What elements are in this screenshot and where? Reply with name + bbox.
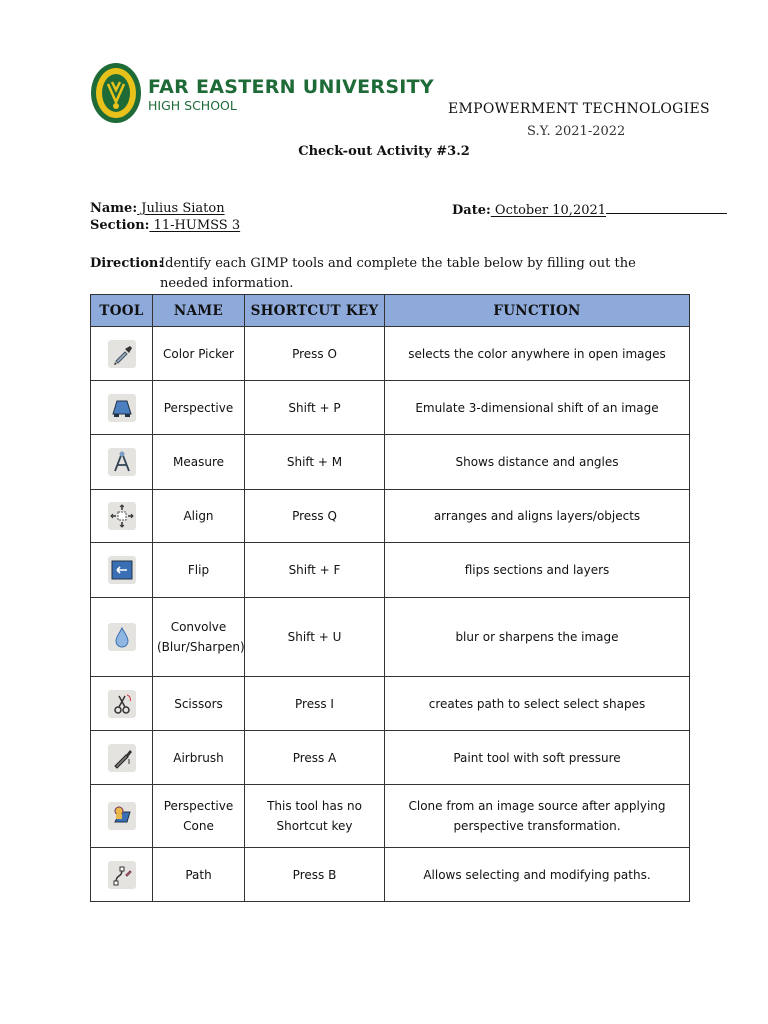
tool-shortcut: Press Q	[245, 490, 385, 543]
tool-shortcut: Press A	[245, 731, 385, 785]
tool-cell	[91, 598, 153, 677]
tool-name: Flip	[153, 543, 245, 598]
table-header-row	[91, 295, 690, 327]
tool-function: Emulate 3-dimensional shift of an image	[385, 381, 690, 435]
date-fill-line	[606, 201, 727, 214]
tool-shortcut: Shift + F	[245, 543, 385, 598]
tool-cell	[91, 785, 153, 848]
section-value: 11-HUMSS 3	[149, 218, 241, 233]
school-logo	[90, 62, 142, 124]
header-function: FUNCTION	[385, 295, 690, 327]
tool-shortcut: Shift + M	[245, 435, 385, 490]
name-label: Name:	[90, 201, 138, 216]
tool-cell	[91, 435, 153, 490]
tool-function: creates path to select select shapes	[385, 677, 690, 731]
table-row	[91, 543, 690, 598]
table-row	[91, 677, 690, 731]
course-title: EMPOWERMENT TECHNOLOGIES	[448, 101, 710, 117]
tool-shortcut: Shift + U	[245, 598, 385, 677]
name-field	[90, 201, 225, 216]
tool-name: Perspective Cone	[153, 785, 245, 848]
header-shortcut: SHORTCUT KEY	[245, 295, 385, 327]
tool-shortcut: Shift + P	[245, 381, 385, 435]
date-label: Date:	[452, 203, 491, 218]
table-row	[91, 731, 690, 785]
school-subtitle: HIGH SCHOOL	[148, 98, 237, 113]
direction-block	[90, 254, 660, 294]
tool-function: selects the color anywhere in open images	[385, 327, 690, 381]
tool-function: Paint tool with soft pressure	[385, 731, 690, 785]
measure-icon	[108, 448, 136, 476]
flip-icon	[108, 556, 136, 584]
tool-function: Shows distance and angles	[385, 435, 690, 490]
name-value: Julius Siaton	[137, 201, 225, 216]
tool-cell	[91, 543, 153, 598]
tool-function: arranges and aligns layers/objects	[385, 490, 690, 543]
tool-cell	[91, 381, 153, 435]
header-tool: TOOL	[91, 295, 153, 327]
tool-shortcut: This tool has no Shortcut key	[245, 785, 385, 848]
tool-cell	[91, 490, 153, 543]
tool-shortcut: Press I	[245, 677, 385, 731]
perspective-icon	[108, 394, 136, 422]
tool-name: Airbrush	[153, 731, 245, 785]
section-field	[90, 218, 240, 233]
date-field	[452, 201, 727, 218]
tool-cell	[91, 327, 153, 381]
direction-text: Identify each GIMP tools and complete the table below by filling out the needed information.	[160, 256, 636, 291]
tool-cell	[91, 677, 153, 731]
tool-name: Convolve (Blur/Sharpen)	[153, 598, 245, 677]
tool-function: Clone from an image source after applying perspective transformation.	[385, 785, 690, 848]
activity-title: Check-out Activity #3.2	[298, 144, 470, 159]
tool-name: Scissors	[153, 677, 245, 731]
table-row	[91, 598, 690, 677]
gimp-tools-table	[90, 294, 690, 902]
tool-name: Color Picker	[153, 327, 245, 381]
tool-function: flips sections and layers	[385, 543, 690, 598]
table-row	[91, 848, 690, 902]
school-year: S.Y. 2021-2022	[527, 124, 626, 139]
tool-shortcut: Press B	[245, 848, 385, 902]
school-name: FAR EASTERN UNIVERSITY	[148, 76, 434, 98]
tool-name: Align	[153, 490, 245, 543]
path-icon	[108, 861, 136, 889]
tool-function: Allows selecting and modifying paths.	[385, 848, 690, 902]
table-row	[91, 785, 690, 848]
table-row	[91, 435, 690, 490]
color-picker-icon	[108, 340, 136, 368]
table-row	[91, 327, 690, 381]
tool-function: blur or sharpens the image	[385, 598, 690, 677]
tool-name: Measure	[153, 435, 245, 490]
school-brand	[148, 76, 434, 114]
align-icon	[108, 502, 136, 530]
tool-cell	[91, 848, 153, 902]
tool-name: Perspective	[153, 381, 245, 435]
tool-shortcut: Press O	[245, 327, 385, 381]
date-value: October 10,2021	[490, 203, 607, 218]
scissors-icon	[108, 690, 136, 718]
perspective-clone-icon	[108, 802, 136, 830]
section-label: Section:	[90, 218, 150, 233]
table-row	[91, 381, 690, 435]
airbrush-icon	[108, 744, 136, 772]
header-name: NAME	[153, 295, 245, 327]
table-row	[91, 490, 690, 543]
direction-label: Direction:	[90, 256, 164, 271]
tool-name: Path	[153, 848, 245, 902]
tool-cell	[91, 731, 153, 785]
convolve-icon	[108, 623, 136, 651]
